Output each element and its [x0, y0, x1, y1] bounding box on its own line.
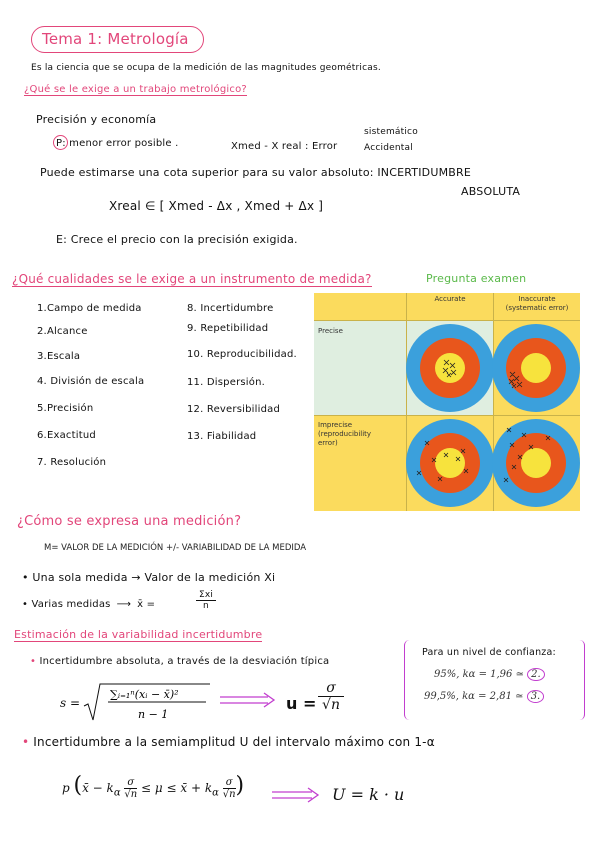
column-inaccurate: Inaccurate (systematic error)	[505, 295, 569, 312]
expanded-uncertainty: • Incertidumbre a la semiamplitud U del intervalo máximo con 1-α	[22, 735, 435, 749]
estimate-cont: ABSOLUTA	[461, 185, 521, 198]
mean-numerator: Σxi	[196, 590, 216, 601]
quality-item: 5.Precisión	[37, 403, 94, 414]
p-circle	[53, 135, 68, 150]
several-measures: • Varias medidas ⟶ x̄ =	[22, 599, 156, 610]
expanded-formula: U = k · u	[332, 785, 405, 804]
mean-fraction	[196, 590, 216, 611]
target-imprecise-accurate	[406, 419, 494, 507]
measure-definition: M= VALOR DE LA MEDICIÓN +/- VARIABILIDAD DE LA MEDIDA	[44, 543, 307, 553]
quality-item: 10. Reproducibilidad.	[187, 349, 297, 360]
quality-item: 2.Alcance	[37, 326, 88, 337]
several-measures-text: Varias medidas	[31, 599, 111, 610]
confidence-title: Para un nivel de confianza:	[422, 647, 556, 658]
quality-item: 1.Campo de medida	[37, 303, 142, 314]
targets-svg	[314, 293, 580, 511]
quality-item: 11. Dispersión.	[187, 377, 266, 388]
exam-note: Pregunta examen	[426, 272, 527, 285]
probability-formula: p (x̄ − $k_\alpha$ $\frac{\sigma}{√n}$ ≤ μ ≤ x̄ + $k_\alpha$ $\frac{\sigma}{√n}$ )	[62, 773, 245, 800]
confidence-95: 95%, kα = 1,96 ≃ 2.	[434, 668, 545, 681]
error-formula: Xmed - X real : Error	[231, 141, 338, 152]
row-precise: Precise	[318, 327, 343, 335]
s-lhs: s =	[60, 696, 81, 710]
confidence-99: 99,5%, kα = 2,81 ≃ 3.	[424, 690, 544, 703]
p-line: P: menor error posible .	[56, 138, 179, 149]
error-type-accidental: Accidental	[364, 143, 413, 153]
definition-text: Es la ciencia que se ocupa de la medición de las magnitudes geométricas.	[31, 63, 381, 73]
quality-item: 7. Resolución	[37, 457, 107, 468]
estimate-line: Puede estimarse una cota superior para su valor absoluto: INCERTIDUMBRE	[40, 166, 472, 179]
precision-line: Precisión y economía	[36, 113, 157, 126]
quality-item: 4. División de escala	[37, 376, 145, 387]
target-precise-accurate	[406, 324, 494, 412]
row-imprecise: Imprecise (reproducibility error)	[318, 421, 372, 447]
abs-uncertainty: • Incertidumbre absoluta, a través de la desviación típica	[30, 656, 330, 667]
question-1: ¿Qué se le exige a un trabajo metrológico?	[24, 84, 247, 95]
quality-item: 3.Escala	[37, 351, 81, 362]
arrow-2	[270, 787, 322, 803]
column-accurate: Accurate	[434, 295, 466, 303]
interval-formula: Xreal ∈ [ Xmed - Δx , Xmed + Δx ]	[109, 199, 324, 213]
svg-text:n − 1: n − 1	[138, 708, 169, 721]
cost-line: E: Crece el precio con la precisión exigida.	[56, 233, 298, 246]
single-measure-text: Una sola medida → Valor de la medición Xi	[32, 571, 276, 584]
quality-item: 12. Reversibilidad	[187, 404, 281, 415]
arrow-1	[218, 692, 278, 708]
accuracy-precision-figure	[314, 293, 580, 511]
k-value-3: 3.	[527, 690, 545, 703]
confidence-brace-right	[574, 640, 585, 720]
quality-item: 8. Incertidumbre	[187, 303, 274, 314]
k-value-2: 2.	[527, 668, 545, 681]
quality-item: 9. Repetibilidad	[187, 323, 269, 334]
expanded-uncertainty-text: Incertidumbre a la semiamplitud U del intervalo máximo con 1-α	[33, 735, 435, 749]
question-2: ¿Qué cualidades se le exige a un instrumento de medida?	[12, 272, 372, 286]
target-imprecise-inaccurate	[492, 419, 580, 507]
mean-denominator: n	[203, 601, 209, 611]
svg-text:∑ᵢ₌₁ⁿ(xᵢ − x̄)²: ∑ᵢ₌₁ⁿ(xᵢ − x̄)²	[110, 688, 179, 701]
single-measure: • Una sola medida → Valor de la medición Xi	[22, 571, 276, 584]
confidence-brace	[404, 640, 415, 720]
error-type-systematic: sistemático	[364, 127, 418, 137]
page-title: Tema 1: Metrología	[31, 26, 204, 53]
quality-item: 13. Fiabilidad	[187, 431, 257, 442]
abs-uncertainty-text: Incertidumbre absoluta, a través de la desviación típica	[39, 656, 330, 667]
u-lhs: u =	[286, 694, 317, 713]
question-3: ¿Cómo se expresa una medición?	[17, 514, 242, 529]
target-precise-inaccurate	[492, 324, 580, 412]
quality-item: 6.Exactitud	[37, 430, 96, 441]
mean-lhs: x̄ =	[137, 599, 156, 610]
estimation-heading: Estimación de la variabilidad incertidumbre	[14, 628, 263, 641]
